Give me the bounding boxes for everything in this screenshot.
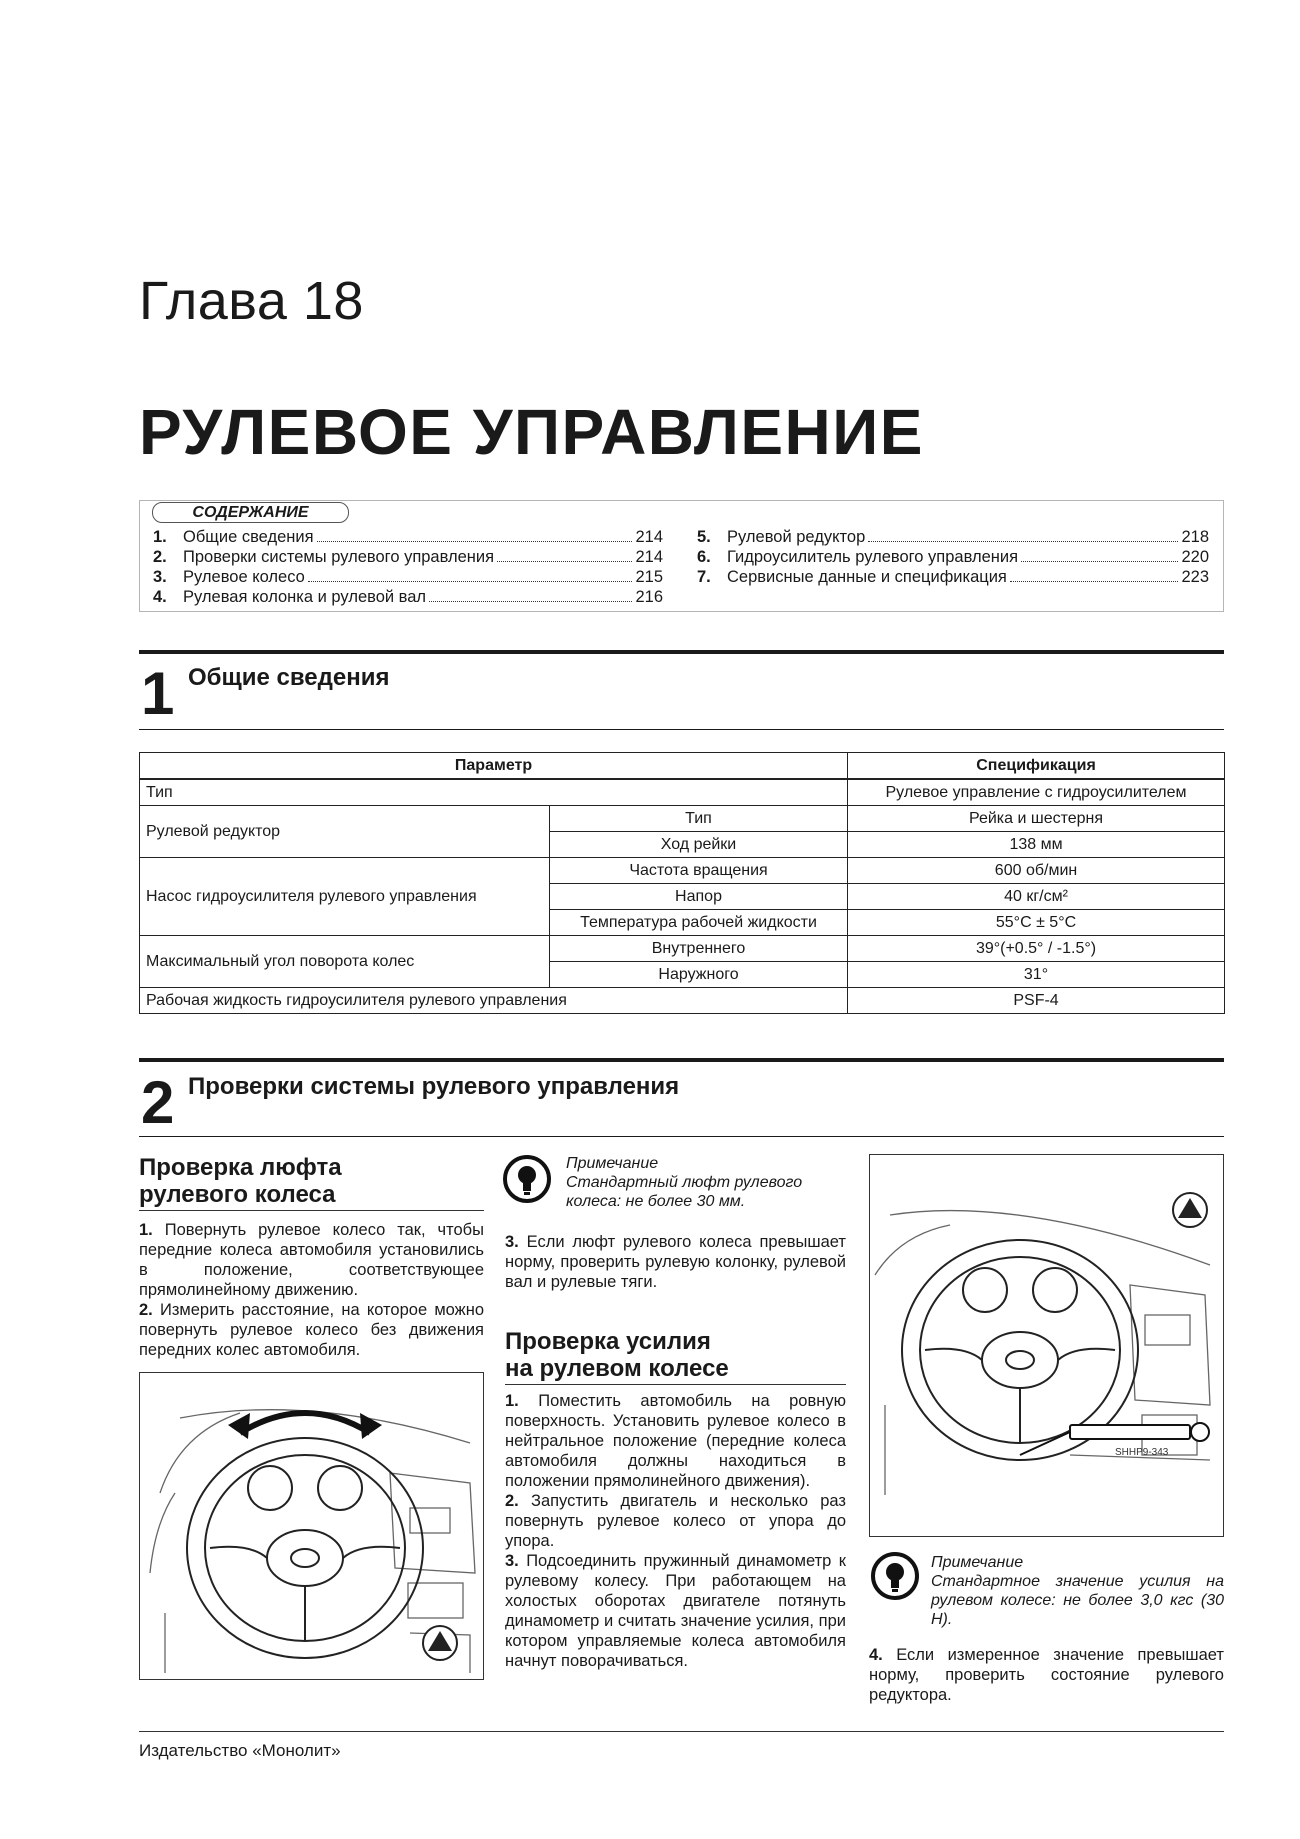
subparam-cell: Тип bbox=[550, 806, 848, 832]
toc-item[interactable]: 5. Рулевой редуктор 218 bbox=[697, 528, 1209, 546]
subparam-cell: Внутреннего bbox=[550, 936, 848, 962]
toc-heading: СОДЕРЖАНИЕ bbox=[152, 502, 349, 523]
param-cell: Рулевой редуктор bbox=[140, 806, 550, 858]
subparam-cell: Наружного bbox=[550, 962, 848, 988]
table-row bbox=[140, 858, 1225, 884]
table-row bbox=[140, 779, 1225, 806]
toc-right-column bbox=[697, 527, 1209, 587]
section-rule bbox=[139, 1058, 1224, 1062]
value-cell: 39°(+0.5° / -1.5°) bbox=[848, 936, 1225, 962]
column-header: Параметр bbox=[140, 753, 848, 780]
subsection-rule bbox=[505, 1384, 846, 1385]
section-rule bbox=[139, 650, 1224, 654]
table-header-row bbox=[140, 753, 1225, 780]
toc-left-column bbox=[153, 527, 663, 607]
steering-wheel-play-illustration bbox=[140, 1373, 484, 1680]
play-check-steps: 1. Повернуть рулевое колесо так, чтобы передние колеса автомобиля установились в положение, соответствующее прямолинейному движению. 2. Измерить расстояние, на которое можно повернуть рулевое колесо без движения передних колес автомобиля. bbox=[139, 1221, 484, 1359]
subparam-cell: Напор bbox=[550, 884, 848, 910]
subparam-cell: Ход рейки bbox=[550, 832, 848, 858]
toc-item[interactable]: 7. Сервисные данные и спецификация 223 bbox=[697, 568, 1209, 586]
section-rule bbox=[139, 1136, 1224, 1137]
value-cell: 138 мм bbox=[848, 832, 1225, 858]
param-cell: Насос гидроусилителя рулевого управления bbox=[140, 858, 550, 936]
note-text: Стандартный люфт рулевого колеса: не более 30 мм. bbox=[566, 1174, 803, 1210]
footer-publisher: Издательство «Монолит» bbox=[139, 1741, 341, 1760]
toc-item[interactable]: 4. Рулевая колонка и рулевой вал 216 bbox=[153, 588, 663, 606]
subsection-rule bbox=[139, 1210, 484, 1211]
toc-item[interactable]: 2. Проверки системы рулевого управления 214 bbox=[153, 548, 663, 566]
table-row bbox=[140, 806, 1225, 832]
value-cell: 55°С ± 5°С bbox=[848, 910, 1225, 936]
section-title: Проверки системы рулевого управления bbox=[188, 1073, 680, 1100]
param-cell: Рабочая жидкость гидроусилителя рулевого управления bbox=[140, 988, 848, 1014]
note-text: Стандартное значение усилия на рулевом колесе: не более 3,0 кгс (30 Н). bbox=[931, 1573, 1224, 1628]
note-2 bbox=[931, 1553, 1224, 1629]
subparam-cell: Частота вращения bbox=[550, 858, 848, 884]
subsection-title: Проверка усилия на рулевом колесе bbox=[505, 1328, 729, 1382]
chapter-title: РУЛЕВОЕ УПРАВЛЕНИЕ bbox=[139, 396, 924, 468]
section-rule bbox=[139, 729, 1224, 730]
value-cell: PSF-4 bbox=[848, 988, 1225, 1014]
chapter-label: Глава 18 bbox=[139, 271, 364, 331]
value-cell: 40 кг/см² bbox=[848, 884, 1225, 910]
logo-mark-icon bbox=[1173, 1193, 1207, 1227]
toc-item[interactable]: 6. Гидроусилитель рулевого управления 220 bbox=[697, 548, 1209, 566]
steering-wheel-dynamometer-illustration bbox=[870, 1155, 1224, 1537]
toc-item[interactable]: 1. Общие сведения 214 bbox=[153, 528, 663, 546]
value-cell: 600 об/мин bbox=[848, 858, 1225, 884]
value-cell: Рейка и шестерня bbox=[848, 806, 1225, 832]
figure-steering-effort bbox=[869, 1154, 1224, 1537]
note-1 bbox=[566, 1154, 846, 1211]
footer-rule bbox=[139, 1731, 1224, 1732]
column-header: Спецификация bbox=[848, 753, 1225, 780]
effort-check-steps: 1. Поместить автомобиль на ровную поверхность. Установить рулевое колесо в нейтральное положение (передние колеса автомобиля должны находиться в положении прямолинейного движения). 2. Запустить двигатель и несколько раз повернуть рулевое колесо от упора до упора. 3. Подсоединить пружинный динамометр к рулевому колесу. При работающем на холостых оборотах двигателе потянуть динамометр и считать значение усилия, при котором управляемые колеса автомобиля начнут поворачиваться. bbox=[505, 1392, 846, 1670]
value-cell: Рулевое управление с гидроусилителем bbox=[848, 779, 1225, 806]
note-label: Примечание bbox=[931, 1554, 1024, 1571]
section-number: 1 bbox=[141, 660, 175, 727]
subparam-cell: Температура рабочей жидкости bbox=[550, 910, 848, 936]
table-row bbox=[140, 936, 1225, 962]
play-check-step-3: 3. Если люфт рулевого колеса превышает норму, проверить рулевую колонку, рулевой вал и рулевые тяги. bbox=[505, 1233, 846, 1291]
spec-table bbox=[139, 752, 1225, 1014]
note-bulb-icon bbox=[503, 1155, 551, 1203]
note-bulb-icon bbox=[871, 1552, 919, 1600]
param-cell: Тип bbox=[140, 779, 848, 806]
section-title: Общие сведения bbox=[188, 664, 390, 691]
value-cell: 31° bbox=[848, 962, 1225, 988]
note-label: Примечание bbox=[566, 1155, 659, 1172]
toc-item[interactable]: 3. Рулевое колесо 215 bbox=[153, 568, 663, 586]
effort-check-step-4: 4. Если измеренное значение превышает норму, проверить состояние рулевого редуктора. bbox=[869, 1646, 1224, 1704]
section-number: 2 bbox=[141, 1069, 175, 1136]
subsection-title: Проверка люфта рулевого колеса bbox=[139, 1154, 342, 1208]
param-cell: Максимальный угол поворота колес bbox=[140, 936, 550, 988]
table-row bbox=[140, 988, 1225, 1014]
logo-mark-icon bbox=[423, 1626, 457, 1660]
figure-steering-play bbox=[139, 1372, 484, 1680]
figure-code: SHHP9-343 bbox=[1115, 1447, 1169, 1458]
